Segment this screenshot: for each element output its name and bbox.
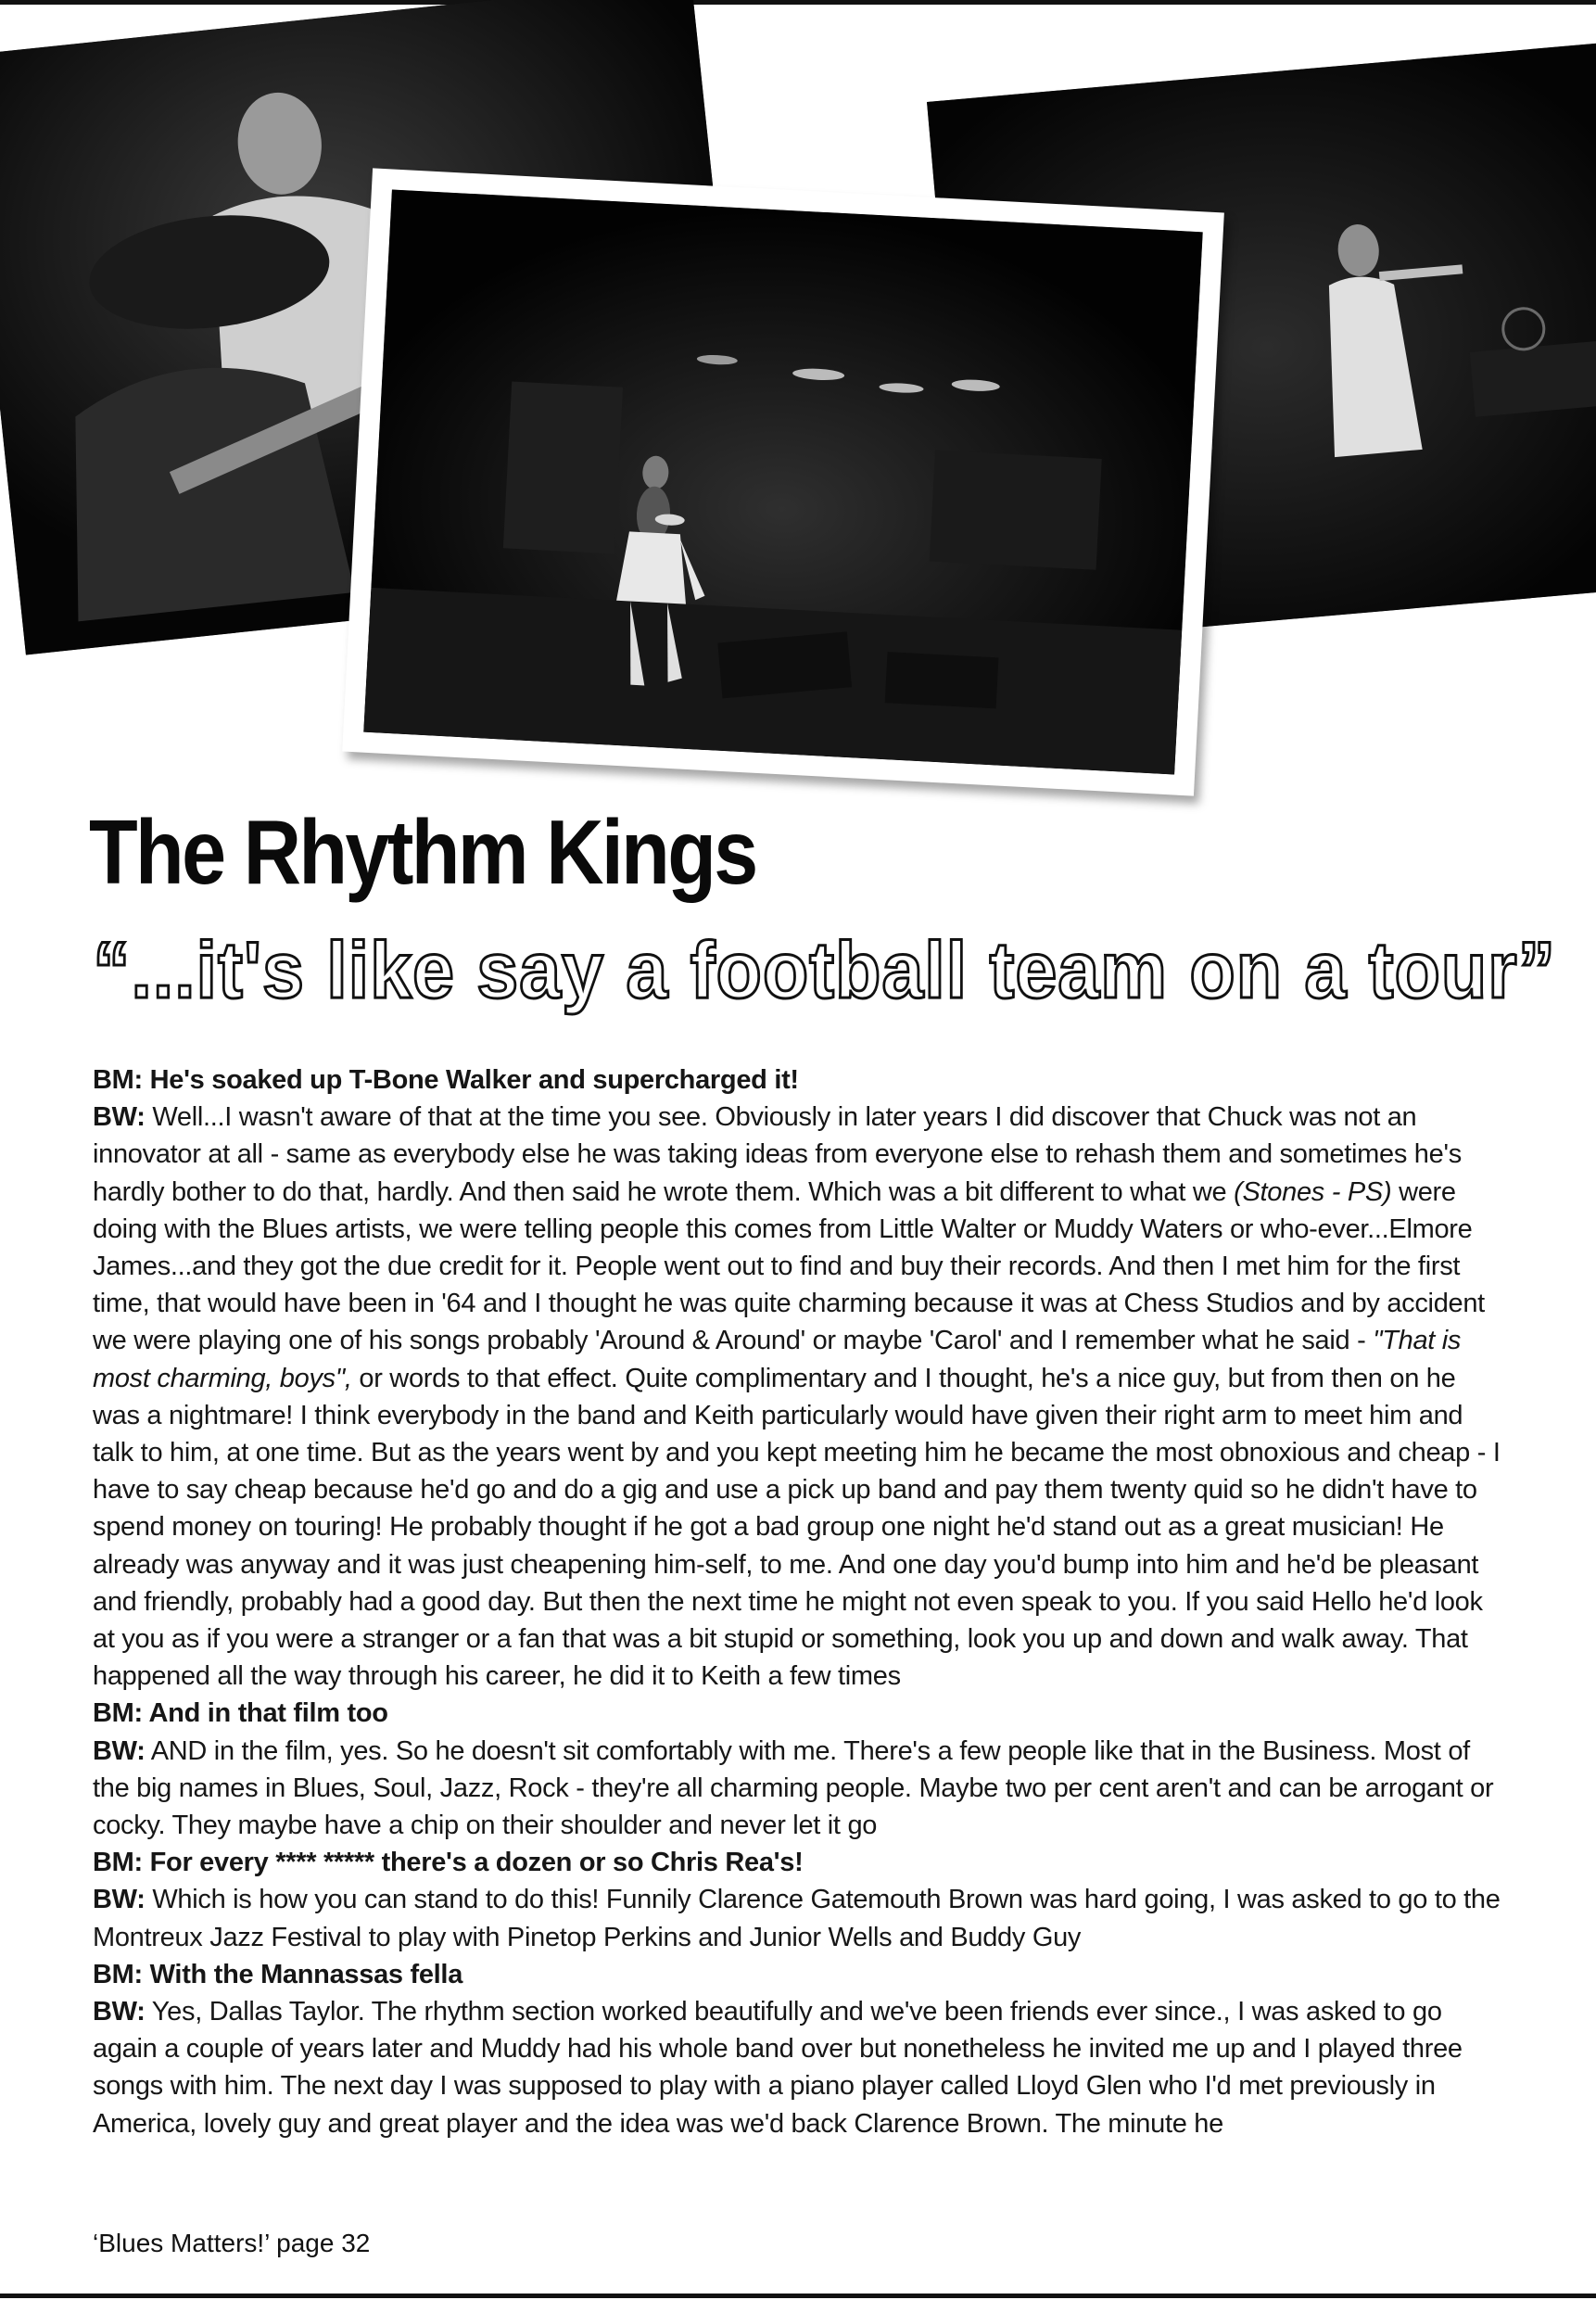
question-2: [93, 1695, 1501, 1732]
question-text: BM: He's soaked up T-Bone Walker and supercharged it!: [93, 1065, 799, 1095]
question-text: BM: And in that film too: [93, 1698, 388, 1729]
answer-quote: "That is most charming, boys",: [93, 1326, 1462, 1393]
answer-text: Which is how you can stand to do this! Funnily Clarence Gatemouth Brown was hard going, I was asked to go to the Montreux Jazz Festival to play with Pinetop Perkins and Junior Wells and Buddy Guy: [93, 1885, 1501, 1952]
speaker-label: BW:: [93, 1102, 146, 1133]
page-footer: ‘Blues Matters!’ page 32: [93, 2229, 371, 2257]
photo-stage-image: [363, 189, 1202, 774]
question-1: [93, 1061, 1501, 1099]
speaker-label: BW:: [93, 1735, 146, 1766]
pull-quote-title: “...it's like say a football team on a tour”: [93, 926, 1556, 1015]
answer-aside: (Stones - PS): [1234, 1176, 1392, 1207]
answer-text: or words to that effect. Quite complimentary and I thought, he's a nice guy, but from then on he was a nightmare! I think everybody in the band and Keith particularly would have given their right arm to meet him and talk to him, at one time. But as the years went by and you kept meeting him he became the most obnoxious and cheap - I have to say cheap because he'd go and do a gig and use a pick up band and pay them twenty quid so he didn't have to spend money on touring! He probably thought if he got a bad group one night he'd stand out as a great musician! He already was anyway and it was just cheapening him-self, to me. And one day you'd bump into him and he'd be pleasant and friendly, probably had a good day. But then the next time he might not even speak to you. If you said Hello he'd look at you as if you were a stranger or a fan that was a bit stupid or something, look you up and down and walk away. That happened all the way through his career, he did it to Keith a few times: [93, 1363, 1501, 1692]
speaker-label: BW:: [93, 1997, 146, 2027]
interview-article: [93, 1061, 1501, 2142]
answer-1: [93, 1099, 1501, 1695]
band-title: The Rhythm Kings: [89, 801, 756, 903]
answer-4: [93, 1993, 1501, 2142]
question-3: [93, 1844, 1501, 1881]
top-border: [0, 0, 1596, 5]
answer-text: Yes, Dallas Taylor. The rhythm section worked beautifully and we've been friends ever since., I was asked to go again a couple of years later and Muddy had his whole band over but nonetheless he invited me up and I played three songs with him. The next day I was supposed to play with a piano player called Lloyd Glen who I'd met previously in America, lovely guy and great player and the idea was we'd back Clarence Brown. The minute he: [93, 1997, 1463, 2139]
photo-stage-singer: [363, 189, 1202, 774]
answer-2: [93, 1733, 1501, 1845]
answer-text: Well...I wasn't aware of that at the time you see. Obviously in later years I did discover that Chuck was not an innovator at all - same as everybody else he was taking ideas from everyone else to rehash them and sometimes he's hardly bother to do that, hardly. And then said he wrote them. Which was a bit different to what we: [93, 1102, 1462, 1207]
answer-text: were doing with the Blues artists, we were telling people this comes from Little Walter or Muddy Waters or who-ever...Elmore James...and they got the due credit for it. People went out to find and buy their records. And then I met him for the first time, that would have been in '64 and I thought he was quite charming because it was at Chess Studios and by accident we were playing one of his songs probably 'Around & Around' or maybe 'Carol' and I remember what he said -: [93, 1176, 1485, 1356]
photo-frame-stage: [342, 168, 1224, 795]
bottom-border: [0, 2294, 1596, 2298]
question-4: [93, 1956, 1501, 1993]
speaker-label: BW:: [93, 1885, 146, 1915]
answer-text: AND in the film, yes. So he doesn't sit comfortably with me. There's a few people like that in the Business. Most of the big names in Blues, Soul, Jazz, Rock - they're all charming people. Maybe two per cent aren't and can be arrogant or cocky. They maybe have a chip on their shoulder and never let it go: [93, 1735, 1494, 1841]
question-text: BM: With the Mannassas fella: [93, 1959, 463, 1989]
answer-3: [93, 1881, 1501, 1955]
question-text: BM: For every **** ***** there's a dozen or so Chris Rea's!: [93, 1848, 804, 1878]
